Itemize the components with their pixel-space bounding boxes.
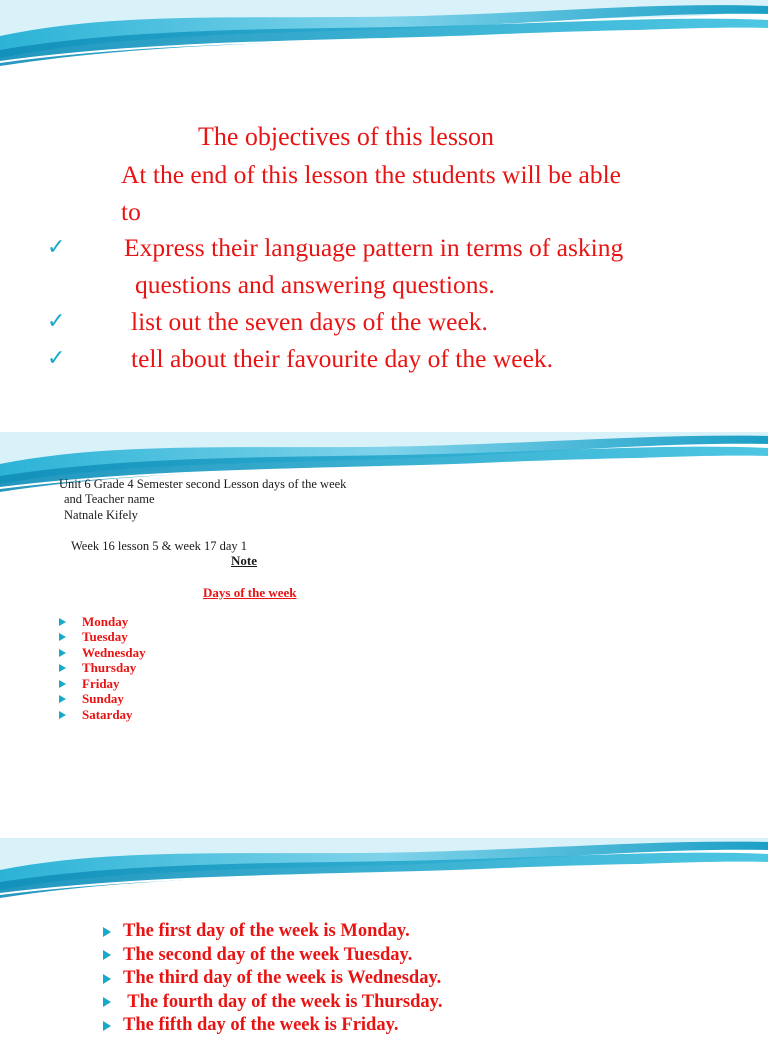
list-item: The first day of the week is Monday. — [103, 920, 443, 944]
days-list — [58, 614, 146, 723]
list-item: Friday — [58, 676, 146, 692]
week-lesson-line: Week 16 lesson 5 & week 17 day 1 — [71, 539, 248, 553]
slide-objectives — [0, 0, 768, 432]
objective-1-line2: questions and answering questions. — [135, 270, 495, 299]
checkmark-icon: ✓ — [47, 346, 66, 371]
list-item: The third day of the week is Wednesday. — [103, 967, 443, 991]
arrow-bullet-icon — [103, 997, 111, 1007]
list-item: Satarday — [58, 707, 146, 723]
arrow-bullet-icon — [103, 974, 111, 984]
list-item: The fourth day of the week is Thursday. — [103, 991, 443, 1015]
objective-3: tell about their favourite day of the week. — [131, 344, 554, 373]
day-facts-list — [103, 920, 443, 1038]
checkmark-icon: ✓ — [47, 309, 66, 334]
arrow-bullet-icon — [59, 618, 66, 626]
list-item: Tuesday — [58, 630, 146, 646]
wave-header-decoration — [0, 838, 768, 910]
teacher-name: Natnale Kifely — [64, 508, 138, 522]
arrow-bullet-icon — [59, 633, 66, 641]
list-item: Thursday — [58, 661, 146, 677]
arrow-bullet-icon — [59, 680, 66, 688]
arrow-bullet-icon — [103, 1021, 111, 1031]
lesson-info-line2: and Teacher name — [64, 492, 155, 506]
list-item: The second day of the week Tuesday. — [103, 944, 443, 968]
arrow-bullet-icon — [59, 664, 66, 672]
arrow-bullet-icon — [103, 927, 111, 937]
arrow-bullet-icon — [59, 695, 66, 703]
list-item: The fifth day of the week is Friday. — [103, 1014, 443, 1038]
wave-header-decoration — [0, 0, 768, 78]
lesson-info-line1: Unit 6 Grade 4 Semester second Lesson days of the week — [59, 477, 347, 491]
checkmark-icon: ✓ — [47, 235, 66, 260]
note-heading: Note — [231, 553, 257, 568]
objectives-intro-line1: At the end of this lesson the students will be able — [121, 160, 622, 189]
arrow-bullet-icon — [103, 950, 111, 960]
days-of-week-heading: Days of the week — [203, 585, 297, 600]
objective-1-line1: Express their language pattern in terms of asking — [124, 233, 624, 262]
list-item: Monday — [58, 614, 146, 630]
objectives-title: The objectives of this lesson — [198, 122, 495, 151]
arrow-bullet-icon — [59, 649, 66, 657]
arrow-bullet-icon — [59, 711, 66, 719]
list-item: Wednesday — [58, 645, 146, 661]
objectives-intro-line2: to — [121, 197, 141, 226]
list-item: Sunday — [58, 692, 146, 708]
objective-2: list out the seven days of the week. — [131, 307, 488, 336]
